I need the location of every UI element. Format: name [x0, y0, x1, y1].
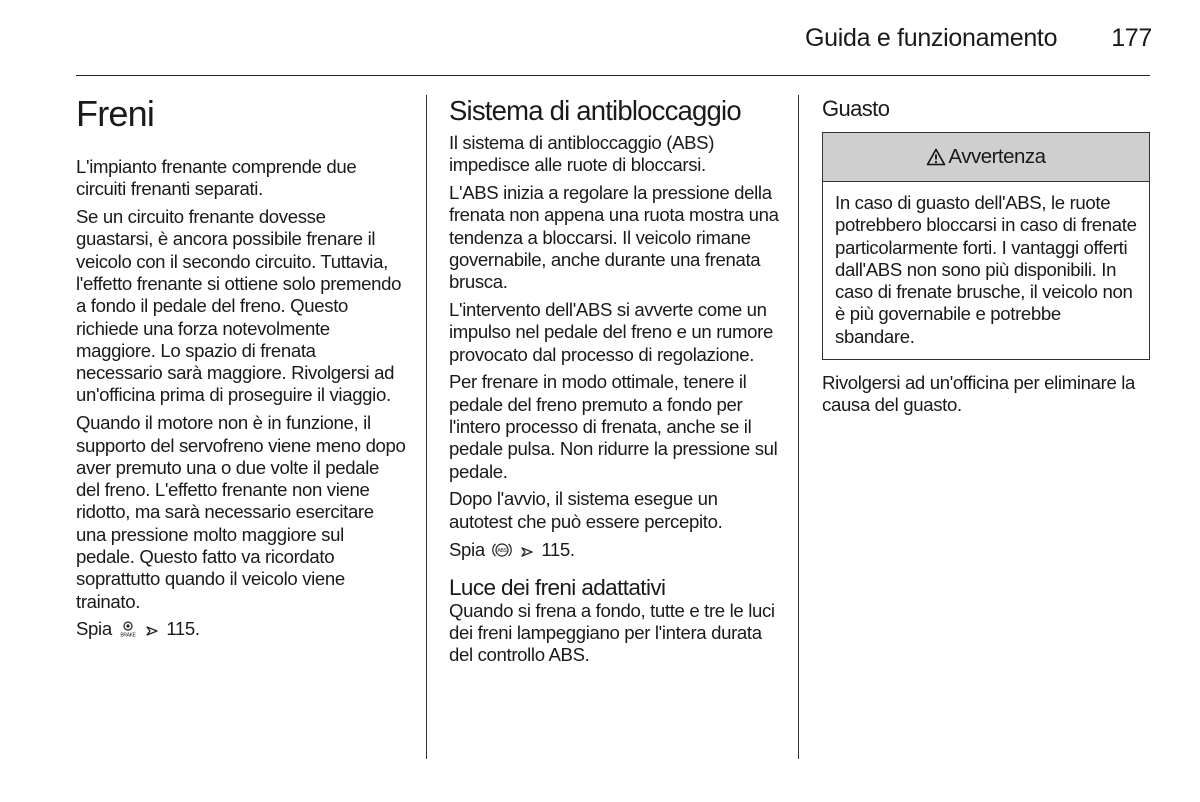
paragraph: L'intervento dell'ABS si avverte come un impulso nel pedale del freno e un rumore provocato dal processo di regolazione. — [449, 299, 773, 365]
paragraph: L'ABS inizia a regolare la pressione della frenata non appena una ruota mostra una tendenza a bloccarsi. Il veicolo rimane governabile, anche durante una frenata brusca. — [449, 182, 779, 293]
subsection-title-adaptive-brake-lights: Luce dei freni adattativi — [449, 574, 666, 600]
section-title-abs: Sistema di antibloccaggio — [449, 95, 741, 126]
warning-box — [822, 132, 1150, 360]
paragraph: Rivolgersi ad un'officina per eliminare la causa del guasto. — [822, 372, 1136, 416]
warning-light-reference — [76, 618, 406, 640]
column-fault — [822, 90, 1152, 422]
chapter-title: Guida e funzionamento — [804, 24, 1058, 52]
page-reference: 115. — [541, 538, 575, 560]
abs-warning-light-icon — [492, 541, 512, 559]
page-reference: 115. — [166, 618, 200, 640]
page-reference-arrow-icon — [520, 545, 534, 559]
paragraph: Quando si frena a fondo, tutte e tre le luci dei freni lampeggiano per l'intera durata del controllo ABS. — [449, 599, 775, 666]
warning-text: In caso di guasto dell'ABS, le ruote potrebbero bloccarsi in caso di frenate particolarmente forti. I vantaggi offerti dall'ABS non sono più disponibili. In caso di frenate brusche, il veicolo non è più governabile e potrebbe sbandare. — [835, 192, 1137, 347]
paragraph: Per frenare in modo ottimale, tenere il pedale del freno premuto a fondo per l'intero processo di frenata, anche se il pedale pulsa. Non ridurre la pressione sul pedale. — [449, 371, 778, 482]
column-divider — [426, 95, 427, 759]
paragraph: Quando il motore non è in funzione, il supporto del servofreno viene meno dopo aver premuto una o due volte il pedale del freno. L'effetto frenante non viene ridotto, ma sarà necessario esercitare una pressione molto maggiore sul pedale. Questo fatto va ricordato soprattutto quando il veicolo viene trainato. — [76, 412, 406, 612]
page-header — [76, 24, 1152, 58]
spia-label: Spia — [449, 538, 485, 560]
section-title-freni: Freni — [76, 93, 155, 134]
paragraph: Se un circuito frenante dovesse guastarsi, è ancora possibile frenare il veicolo con il secondo circuito. Tuttavia, l'effetto frenante si ottiene solo premendo a fondo il pedale del freno. Questo richiede una forza notevolmente maggiore. Lo spazio di frenata necessario sarà maggiore. Rivolgersi ad un'officina prima di proseguire il viaggio. — [76, 206, 402, 406]
paragraph: Dopo l'avvio, il sistema esegue un autotest che può essere percepito. — [449, 488, 723, 532]
paragraph: L'impianto frenante comprende due circuiti frenanti separati. — [76, 156, 357, 200]
warning-title: Avvertenza — [948, 144, 1046, 168]
brake-warning-light-icon — [119, 620, 137, 638]
section-title-guasto: Guasto — [822, 96, 890, 121]
warning-light-reference — [449, 539, 779, 561]
svg-text:ABS: ABS — [497, 547, 507, 554]
svg-text:BRAKE: BRAKE — [120, 632, 136, 639]
warning-header — [823, 133, 1149, 182]
column-abs — [449, 90, 779, 672]
page-number: 177 — [1111, 24, 1152, 52]
spia-label: Spia — [76, 618, 112, 640]
column-divider — [798, 95, 799, 759]
column-brakes — [76, 90, 406, 646]
paragraph: Il sistema di antibloccaggio (ABS) impedisce alle ruote di bloccarsi. — [449, 132, 715, 176]
warning-triangle-icon — [926, 148, 946, 166]
page-reference-arrow-icon — [145, 624, 159, 638]
header-divider — [76, 75, 1150, 76]
